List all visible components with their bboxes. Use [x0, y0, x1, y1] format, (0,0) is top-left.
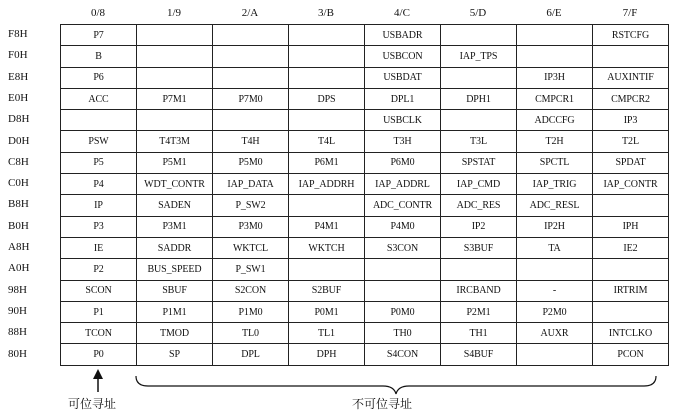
row-address-label: 80H [8, 347, 27, 360]
register-cell: P7M0 [213, 88, 289, 109]
register-cell: TH1 [441, 323, 517, 344]
register-cell: IP3 [593, 110, 669, 131]
register-cell: IE [61, 237, 137, 258]
register-cell: P4M0 [365, 216, 441, 237]
register-cell: BUS_SPEED [137, 259, 213, 280]
register-cell: S2BUF [289, 280, 365, 301]
register-cell: SADEN [137, 195, 213, 216]
register-cell: IP2H [517, 216, 593, 237]
register-cell: SCON [61, 280, 137, 301]
register-cell: P1 [61, 301, 137, 322]
register-cell: P3M1 [137, 216, 213, 237]
register-cell: T3L [441, 131, 517, 152]
row-address-label: B0H [8, 219, 29, 232]
register-cell: SPDAT [593, 152, 669, 173]
register-cell: TH0 [365, 323, 441, 344]
register-cell: T2H [517, 131, 593, 152]
register-cell: P_SW2 [213, 195, 289, 216]
register-cell: TMOD [137, 323, 213, 344]
register-cell: P0 [61, 344, 137, 365]
register-cell: P7 [61, 25, 137, 46]
register-cell: IAP_CMD [441, 174, 517, 195]
register-cell: P5M0 [213, 152, 289, 173]
register-cell: SP [137, 344, 213, 365]
register-cell: ADC_RESL [517, 195, 593, 216]
column-header: 0/8 [90, 7, 106, 19]
register-cell: SBUF [137, 280, 213, 301]
register-cell: P7M1 [137, 88, 213, 109]
register-cell: S2CON [213, 280, 289, 301]
register-cell: TL0 [213, 323, 289, 344]
register-cell: SPCTL [517, 152, 593, 173]
register-cell: TL1 [289, 323, 365, 344]
register-cell: T4L [289, 131, 365, 152]
register-cell: INTCLKO [593, 323, 669, 344]
register-cell: USBADR [365, 25, 441, 46]
register-cell: T2L [593, 131, 669, 152]
register-cell: P5M1 [137, 152, 213, 173]
register-cell: P6 [61, 67, 137, 88]
row-address-label: A8H [8, 241, 30, 253]
register-cell: P4 [61, 174, 137, 195]
register-cell: P5 [61, 152, 137, 173]
register-cell: USBCON [365, 46, 441, 67]
register-cell: USBCLK [365, 110, 441, 131]
register-cell: IAP_CONTR [593, 174, 669, 195]
register-cell: P2 [61, 259, 137, 280]
register-cell: S3BUF [441, 237, 517, 258]
up-arrow-icon [93, 369, 103, 392]
curly-brace-icon [136, 376, 656, 394]
row-address-label: E8H [8, 70, 29, 83]
register-cell: S3CON [365, 237, 441, 258]
register-cell: P3M0 [213, 216, 289, 237]
column-header: 4/C [394, 7, 410, 19]
register-cell: T3H [365, 131, 441, 152]
register-cell: P6M1 [289, 152, 365, 173]
register-cell: IP3H [517, 67, 593, 88]
register-cell: CMPCR2 [593, 88, 669, 109]
register-cell: IE2 [593, 237, 669, 258]
column-header: 1/9 [166, 7, 182, 19]
register-cell: TA [517, 237, 593, 258]
register-cell: P3 [61, 216, 137, 237]
register-cell: IAP_ADDRH [289, 174, 365, 195]
row-address-label: F0H [8, 49, 28, 62]
register-cell: T4H [213, 131, 289, 152]
row-address-label: C0H [8, 177, 29, 190]
register-cell: P0M1 [289, 301, 365, 322]
register-cell: ADC_RES [441, 195, 517, 216]
register-cell: DPL1 [365, 88, 441, 109]
register-cell: WDT_CONTR [137, 174, 213, 195]
column-header: 5/D [469, 7, 487, 19]
register-cell: PSW [61, 131, 137, 152]
row-address-label: A0H [8, 262, 30, 275]
register-cell: ACC [61, 88, 137, 109]
register-cell: DPH [289, 344, 365, 365]
register-cell: P1M0 [213, 301, 289, 322]
column-header: 6/E [546, 7, 562, 19]
register-cell: PCON [593, 344, 669, 365]
register-cell: P2M1 [441, 301, 517, 322]
row-address-label: D0H [8, 134, 30, 147]
register-cell: P4M1 [289, 216, 365, 237]
row-address-label: C8H [8, 155, 29, 168]
bit-addressable-caption: 可位寻址 [68, 397, 117, 411]
register-cell: IP [61, 195, 137, 216]
register-cell: AUXR [517, 323, 593, 344]
row-address-label: D8H [8, 113, 30, 126]
register-cell: IRTRIM [593, 280, 669, 301]
register-cell: P_SW1 [213, 259, 289, 280]
register-cell: USBDAT [365, 67, 441, 88]
register-cell: ADC_CONTR [365, 195, 441, 216]
register-cell: ADCCFG [517, 110, 593, 131]
register-cell: - [517, 280, 593, 301]
register-cell: P1M1 [137, 301, 213, 322]
register-cell: DPH1 [441, 88, 517, 109]
register-cell: IAP_ADDRL [365, 174, 441, 195]
register-cell: AUXINTIF [593, 67, 669, 88]
register-cell: IAP_DATA [213, 174, 289, 195]
register-cell: S4CON [365, 344, 441, 365]
register-cell: P6M0 [365, 152, 441, 173]
row-address-label: 88H [8, 326, 27, 339]
register-cell: B [61, 46, 137, 67]
register-cell: SPSTAT [441, 152, 517, 173]
register-cell: IRCBAND [441, 280, 517, 301]
register-cell: WKTCH [289, 237, 365, 258]
column-header: 7/F [622, 7, 638, 19]
register-cell: RSTCFG [593, 25, 669, 46]
register-cell: DPS [289, 88, 365, 109]
column-header: 2/A [241, 7, 259, 19]
not-bit-addressable-caption: 不可位寻址 [352, 397, 413, 411]
row-address-label: F8H [8, 28, 28, 40]
register-cell: TCON [61, 323, 137, 344]
register-cell: IP2 [441, 216, 517, 237]
row-address-label: 98H [8, 283, 27, 296]
register-cell: WKTCL [213, 237, 289, 258]
register-cell: P0M0 [365, 301, 441, 322]
register-cell: P2M0 [517, 301, 593, 322]
register-cell: SADDR [137, 237, 213, 258]
row-address-label: 90H [8, 304, 27, 317]
register-cell: IAP_TPS [441, 46, 517, 67]
row-address-label: E0H [8, 91, 29, 104]
register-cell: S4BUF [441, 344, 517, 365]
register-cell: T4T3M [137, 131, 213, 152]
column-header: 3/B [318, 7, 334, 19]
register-cell: CMPCR1 [517, 88, 593, 109]
row-address-label: B8H [8, 198, 29, 211]
register-cell: IAP_TRIG [517, 174, 593, 195]
register-cell: IPH [593, 216, 669, 237]
register-cell: DPL [213, 344, 289, 365]
